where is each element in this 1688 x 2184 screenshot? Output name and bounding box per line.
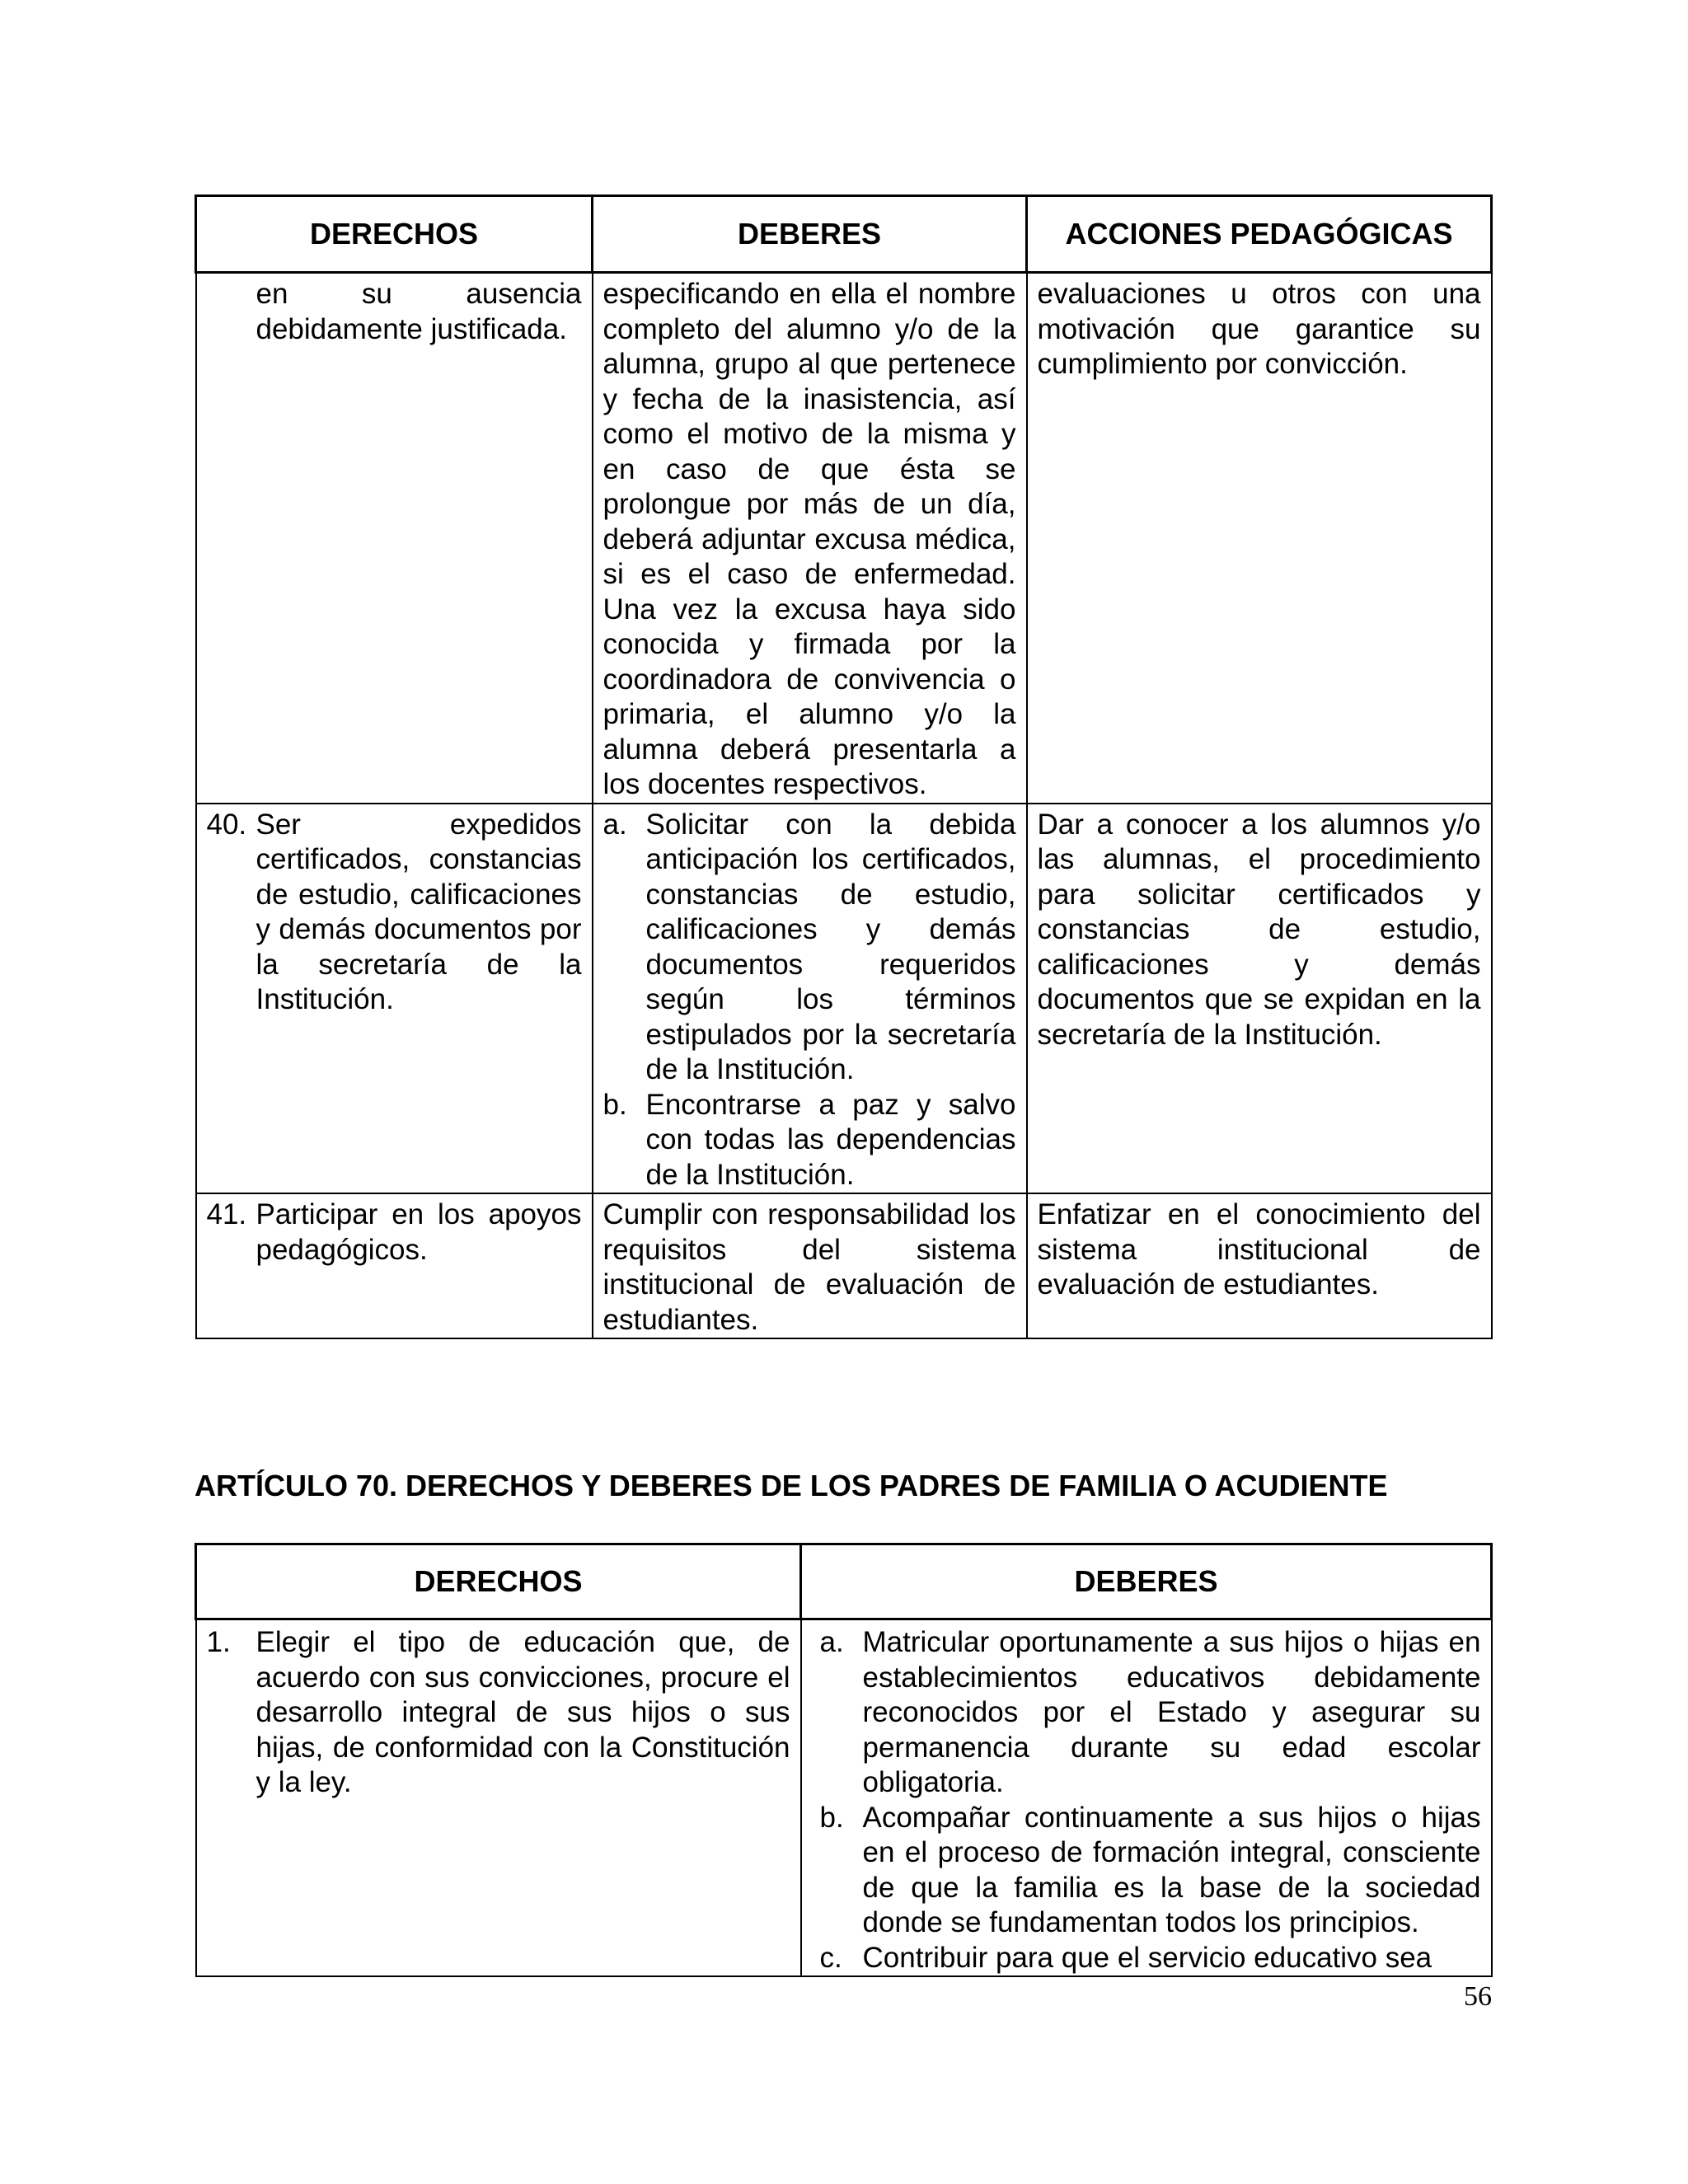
header-deberes: DEBERES bbox=[801, 1544, 1492, 1619]
list-item bbox=[802, 1941, 1491, 1976]
derecho-text: Ser expedidos certificados, constancias de estudio, calificaciones y demás documentos por la secretaría de la Institución. bbox=[256, 808, 582, 1015]
derecho-cell bbox=[196, 1193, 593, 1338]
deber-text: Encontrarse a paz y salvo con todas las dependencias de la Institución. bbox=[645, 1088, 1016, 1191]
deber-cell: especificando en ella el nombre completo del alumno y/o de la alumna, grupo al que pertenece y fecha de la inasistencia, así como el motivo de la misma y en caso de que ésta se prolongue por más de un día, deberá adjuntar excusa médica, si es el caso de enfermedad. Una vez la excusa haya sido conocida y firmada por la coordinadora de convivencia o primaria, el alumno y/o la alumna deberá presentarla a los docentes respectivos. bbox=[593, 273, 1027, 804]
header-derechos: DERECHOS bbox=[196, 1544, 801, 1619]
list-item bbox=[593, 808, 1026, 1088]
deber-cell: Cumplir con responsabilidad los requisitos del sistema institucional de evaluación de estudiantes. bbox=[593, 1193, 1027, 1338]
derecho-text: Participar en los apoyos pedagógicos. bbox=[256, 1198, 582, 1266]
deber-text: Matricular oportunamente a sus hijos o hijas en establecimientos educativos debidamente reconocidos por el Estado y asegurar su permanencia durante su edad escolar obligatoria. bbox=[862, 1626, 1481, 1798]
derecho-cell bbox=[196, 273, 593, 804]
list-item bbox=[802, 1801, 1491, 1941]
item-letter: c. bbox=[819, 1941, 842, 1974]
header-deberes: DEBERES bbox=[593, 196, 1027, 273]
derecho-text: Elegir el tipo de educación que, de acuerdo con sus convicciones, procure el desarrollo integral de sus hijos o sus hijas, de conformidad con la Constitución y la ley. bbox=[256, 1626, 790, 1798]
item-number: 40. bbox=[206, 808, 247, 841]
deber-text: Acompañar continuamente a sus hijos o hijas en el proceso de formación integral, consciente de que la familia es la base de la sociedad donde se fundamentan todos los principios. bbox=[862, 1801, 1481, 1938]
accion-cell: Dar a conocer a los alumnos y/o las alumnas, el procedimiento para solicitar certificados y constancias de estudio, calificaciones y demás documentos que se expidan en la secretaría de la Institución. bbox=[1027, 804, 1492, 1194]
table-header-row bbox=[196, 196, 1492, 273]
deber-text: Solicitar con la debida anticipación los certificados, constancias de estudio, calificaciones y demás documentos requeridos según los términos estipulados por la secretaría de la Institución. bbox=[645, 808, 1016, 1085]
table-header-row bbox=[196, 1544, 1492, 1619]
derecho-text: en su ausencia debidamente justificada. bbox=[256, 278, 582, 345]
accion-cell: evaluaciones u otros con una motivación que garantice su cumplimiento por convicción. bbox=[1027, 273, 1492, 804]
deber-cell bbox=[801, 1619, 1492, 1977]
page-number: 56 bbox=[1464, 1981, 1492, 2012]
deber-text: Contribuir para que el servicio educativo sea bbox=[862, 1941, 1432, 1974]
table-row bbox=[196, 273, 1492, 804]
item-letter: a. bbox=[603, 808, 627, 841]
deber-cell bbox=[593, 804, 1027, 1194]
article-heading: ARTÍCULO 70. DERECHOS Y DEBERES DE LOS PADRES DE FAMILIA O ACUDIENTE bbox=[195, 1469, 1388, 1502]
item-number: 41. bbox=[206, 1198, 247, 1230]
header-derechos: DERECHOS bbox=[196, 196, 593, 273]
item-letter: b. bbox=[603, 1088, 627, 1121]
list-item bbox=[802, 1625, 1491, 1801]
header-acciones-pedagogicas: ACCIONES PEDAGÓGICAS bbox=[1027, 196, 1492, 273]
item-letter: a. bbox=[819, 1626, 844, 1658]
table-row bbox=[196, 1619, 1492, 1977]
rights-duties-table-parents bbox=[195, 1543, 1493, 1977]
derecho-cell bbox=[196, 1619, 801, 1977]
item-number: 1. bbox=[206, 1626, 231, 1658]
table-row bbox=[196, 804, 1492, 1194]
item-number bbox=[207, 277, 256, 347]
item-letter: b. bbox=[819, 1801, 844, 1834]
accion-cell: Enfatizar en el conocimiento del sistema institucional de evaluación de estudiantes. bbox=[1027, 1193, 1492, 1338]
list-item bbox=[593, 1088, 1026, 1193]
table-row bbox=[196, 1193, 1492, 1338]
derecho-cell bbox=[196, 804, 593, 1194]
rights-duties-table-students bbox=[195, 194, 1493, 1339]
